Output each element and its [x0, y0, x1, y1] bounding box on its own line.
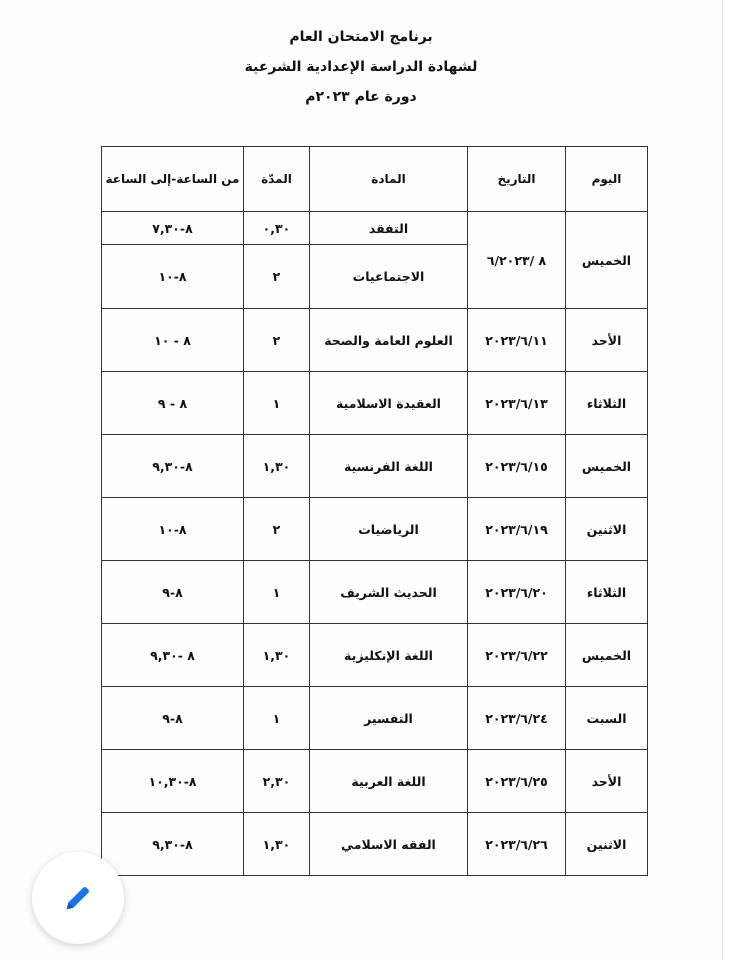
table-row	[102, 561, 648, 624]
table-row	[102, 687, 648, 750]
day-cell: الثلاثاء	[566, 372, 648, 435]
pencil-icon	[61, 881, 95, 915]
duration-cell: ٠,٣٠	[244, 212, 310, 245]
title-line-1: برنامج الامتحان العام	[289, 29, 433, 45]
time-cell: ٨-١٠	[102, 245, 244, 309]
duration-cell: ١,٣٠	[244, 435, 310, 498]
time-cell: ٨-٩,٣٠	[102, 813, 244, 876]
date-cell: ٢٠٢٣/٦/١٥	[468, 435, 566, 498]
column-header-duration: المدّة	[244, 147, 310, 212]
edit-fab-button[interactable]	[32, 852, 124, 944]
time-cell: ٨-٩,٣٠	[102, 435, 244, 498]
table-row	[102, 624, 648, 687]
day-cell: الخميس	[566, 212, 648, 309]
time-cell: ٨-٧,٣٠	[102, 212, 244, 245]
duration-cell: ٢	[244, 309, 310, 372]
title-line-3: دورة عام ٢٠٢٣م	[305, 89, 417, 105]
date-cell: ٢٠٢٣/٦/١١	[468, 309, 566, 372]
day-cell: الثلاثاء	[566, 561, 648, 624]
table-row	[102, 212, 648, 245]
document-header	[0, 22, 722, 112]
column-header-day: اليوم	[566, 147, 648, 212]
day-cell: الأحد	[566, 309, 648, 372]
duration-cell: ١	[244, 687, 310, 750]
subject-cell: التفقد	[310, 212, 468, 245]
table-row	[102, 750, 648, 813]
time-cell: ٨-١٠	[102, 498, 244, 561]
subject-cell: الحديث الشريف	[310, 561, 468, 624]
duration-cell: ١	[244, 372, 310, 435]
table-row	[102, 309, 648, 372]
duration-cell: ١,٣٠	[244, 624, 310, 687]
exam-schedule-table	[101, 146, 648, 876]
duration-cell: ١,٣٠	[244, 813, 310, 876]
column-header-date: التاريخ	[468, 147, 566, 212]
table-row	[102, 813, 648, 876]
time-cell: ٨ - ٩	[102, 372, 244, 435]
subject-cell: اللغة العربية	[310, 750, 468, 813]
duration-cell: ٢,٣٠	[244, 750, 310, 813]
day-cell: الخميس	[566, 435, 648, 498]
duration-cell: ١	[244, 561, 310, 624]
time-cell: ٨-٩	[102, 687, 244, 750]
time-cell: ٨ -٩,٣٠	[102, 624, 244, 687]
date-cell: ٢٠٢٣/٦/١٩	[468, 498, 566, 561]
time-cell: ٨ - ١٠	[102, 309, 244, 372]
subject-cell: اللغة الإنكليزية	[310, 624, 468, 687]
table-row	[102, 498, 648, 561]
subject-cell: العلوم العامة والصحة	[310, 309, 468, 372]
date-cell: ٢٠٢٣/٦/٢٤	[468, 687, 566, 750]
subject-cell: الرياضيات	[310, 498, 468, 561]
subject-cell: الاجتماعيات	[310, 245, 468, 309]
column-header-subject: المادة	[310, 147, 468, 212]
subject-cell: التفسير	[310, 687, 468, 750]
day-cell: الاثنين	[566, 498, 648, 561]
subject-cell: اللغة الفرنسية	[310, 435, 468, 498]
date-cell: ٢٠٢٣/٦/٢٢	[468, 624, 566, 687]
table-row	[102, 435, 648, 498]
date-cell: ٨ /٦/٢٠٢٣	[468, 212, 566, 309]
duration-cell: ٢	[244, 245, 310, 309]
day-cell: الخميس	[566, 624, 648, 687]
date-cell: ٢٠٢٣/٦/٢٦	[468, 813, 566, 876]
day-cell: الأحد	[566, 750, 648, 813]
duration-cell: ٢	[244, 498, 310, 561]
table-row	[102, 372, 648, 435]
date-cell: ٢٠٢٣/٦/١٣	[468, 372, 566, 435]
day-cell: الاثنين	[566, 813, 648, 876]
time-cell: ٨-٩	[102, 561, 244, 624]
date-cell: ٢٠٢٣/٦/٢٠	[468, 561, 566, 624]
date-cell: ٢٠٢٣/٦/٢٥	[468, 750, 566, 813]
title-line-2: لشهادة الدراسة الإعدادية الشرعية	[244, 59, 478, 75]
day-cell: السبت	[566, 687, 648, 750]
subject-cell: العقيدة الاسلامية	[310, 372, 468, 435]
subject-cell: الفقه الاسلامي	[310, 813, 468, 876]
column-header-time: من الساعة-إلى الساعة	[102, 147, 244, 212]
time-cell: ٨-١٠,٣٠	[102, 750, 244, 813]
table-header-row	[102, 147, 648, 212]
